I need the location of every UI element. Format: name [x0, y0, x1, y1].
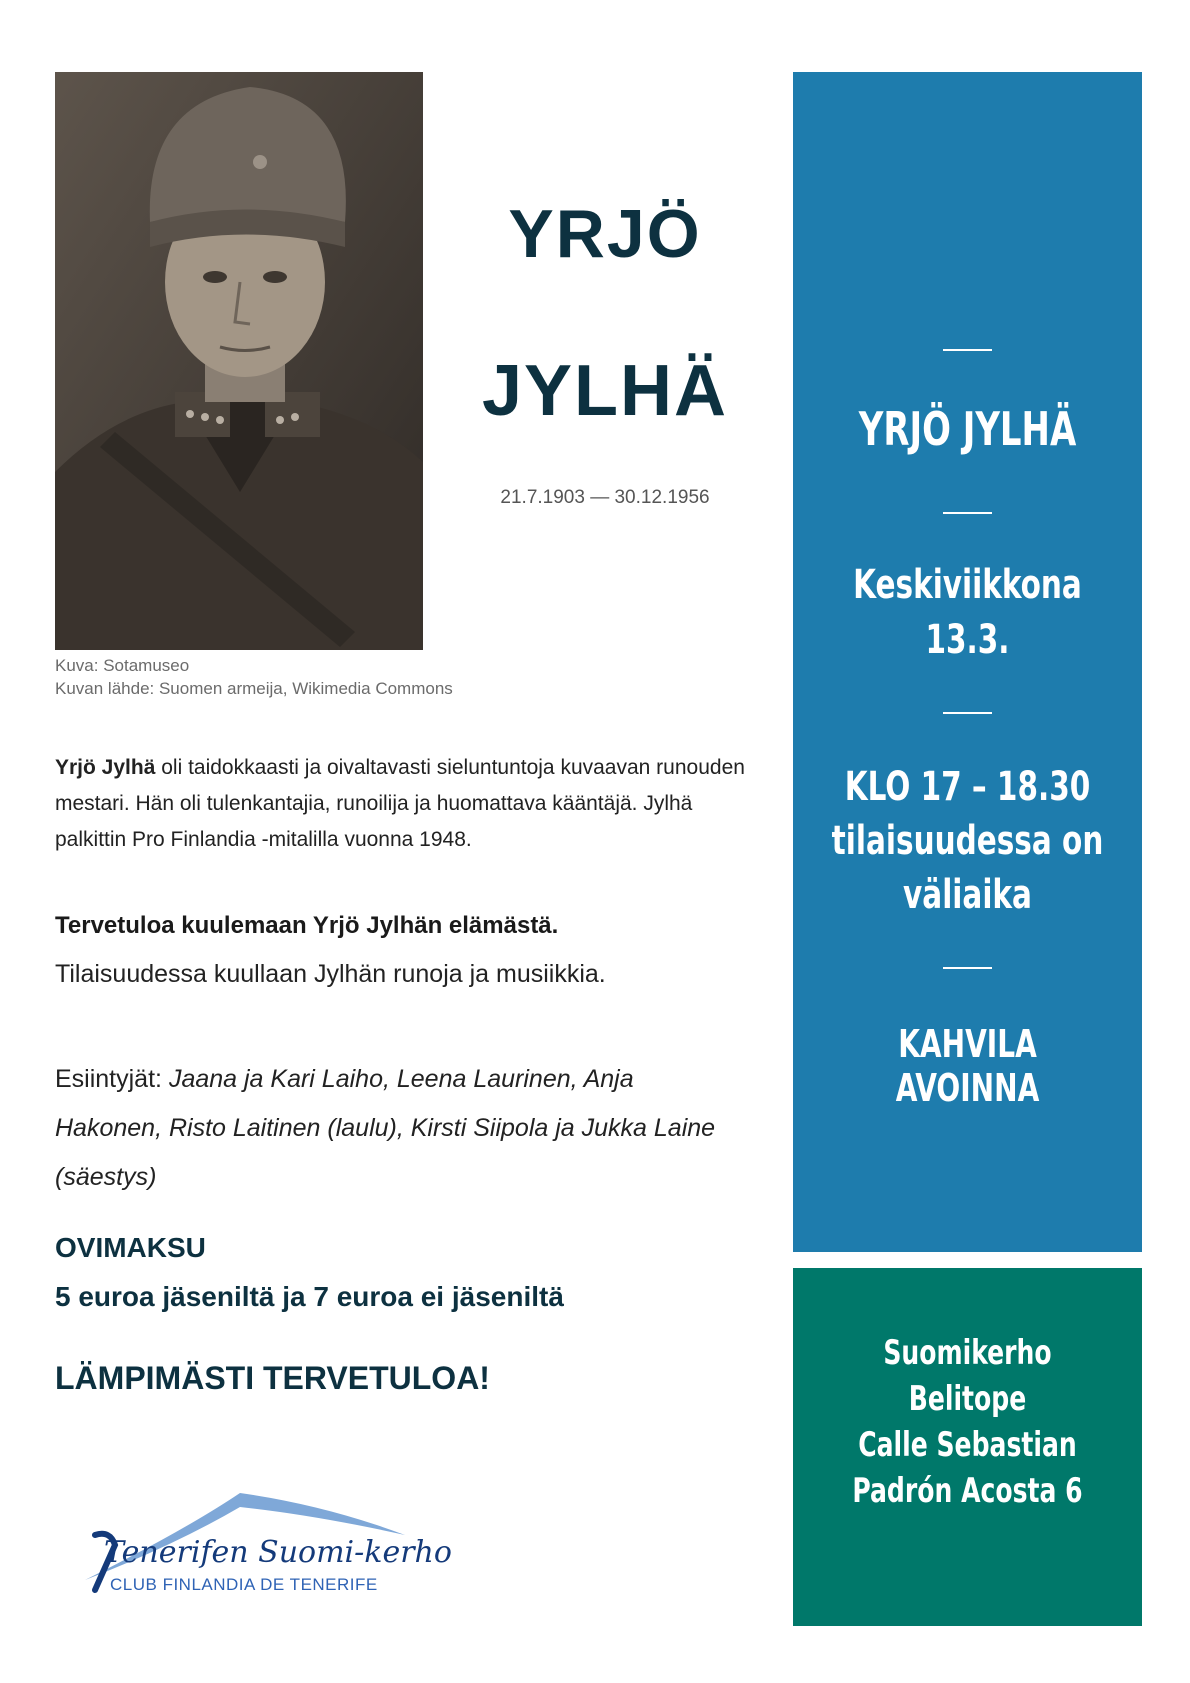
closing-welcome: LÄMPIMÄSTI TERVETULOA!: [55, 1360, 490, 1396]
photo-caption-source: Kuvan lähde: Suomen armeija, Wikimedia Commons: [55, 679, 453, 698]
fee-text: 5 euroa jäseniltä ja 7 euroa ei jäseniltä: [55, 1281, 564, 1312]
panel-name: YRJÖ JYLHÄ: [858, 402, 1077, 456]
performers-label: Esiintyjät:: [55, 1065, 169, 1093]
location-line2: Belitope: [908, 1379, 1027, 1419]
event-date: 13.3.: [925, 617, 1010, 663]
logo-sub-text: CLUB FINLANDIA DE TENERIFE: [110, 1575, 378, 1594]
welcome-text: Tilaisuudessa kuullaan Jylhän runoja ja musiikkia.: [55, 960, 606, 988]
performers-names: Jaana ja Kari Laiho, Leena Laurinen, Anja Hakonen, Risto Laitinen (laulu), Kirsti Siipola ja Jukka Laine (säestys): [55, 1065, 716, 1191]
event-info-panel: [793, 72, 1142, 1252]
photo-caption-credit: Kuva: Sotamuseo: [55, 656, 190, 675]
event-break-line1: tilaisuudessa on: [831, 818, 1104, 864]
cafe-open: KAHVILA AVOINNA: [895, 1022, 1040, 1110]
divider: [943, 349, 992, 351]
title-last-name: JYLHÄ: [481, 351, 729, 431]
event-time: KLO 17 – 18.30: [844, 764, 1091, 810]
location-panel: [793, 1268, 1142, 1626]
intro-paragraph: [55, 750, 755, 858]
title-first-name: YRJÖ: [508, 196, 702, 272]
event-day: Keskiviikkona: [853, 562, 1082, 608]
location-line3: Calle Sebastian: [858, 1425, 1077, 1465]
divider: [943, 512, 992, 514]
event-break-line2: väliaika: [903, 872, 1032, 918]
location-line4: Padrón Acosta 6: [852, 1471, 1083, 1511]
logo-main-text: Tenerifen Suomi-kerho: [104, 1535, 452, 1570]
fee-heading: OVIMAKSU: [55, 1232, 206, 1263]
intro-text: oli taidokkaasti ja oivaltavasti sieluntuntoja kuvaavan runouden mestari. Hän oli tulenkantajia, runoilija ja huomattava kääntäjä. Jylhä palkittin Pro Finlandia -mitalilla vuonna 1948.: [55, 756, 745, 851]
life-dates: 21.7.1903 — 30.12.1956: [500, 487, 710, 508]
welcome-heading: Tervetuloa kuulemaan Yrjö Jylhän elämästä.: [55, 912, 559, 939]
divider: [943, 967, 992, 969]
performers-paragraph: [55, 1055, 745, 1202]
divider: [943, 712, 992, 714]
intro-name: Yrjö Jylhä: [55, 756, 156, 779]
portrait-photo: [55, 72, 423, 650]
location-line1: Suomikerho: [883, 1333, 1052, 1373]
